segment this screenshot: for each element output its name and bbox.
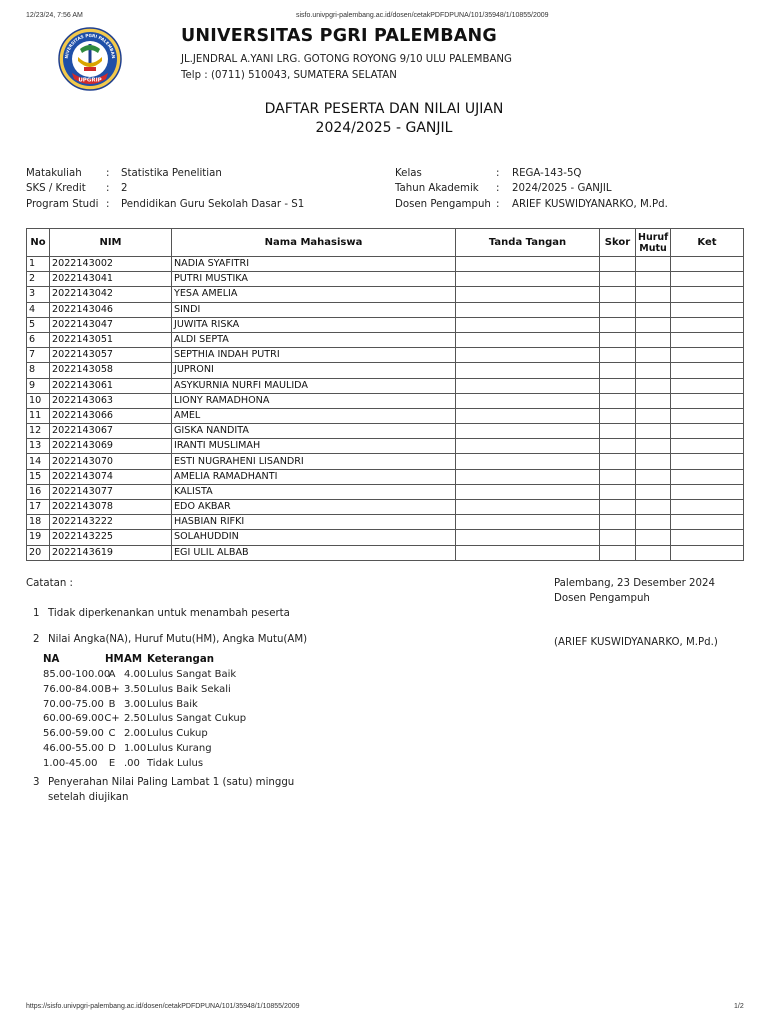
cell-tanda-tangan <box>456 515 600 530</box>
participants-table <box>26 228 744 561</box>
table-row <box>27 454 744 469</box>
info-label-sks: SKS / Kredit <box>26 183 86 194</box>
cell-nim: 2022143077 <box>50 484 172 499</box>
cell-no: 5 <box>27 317 50 332</box>
cell-nim: 2022143046 <box>50 302 172 317</box>
cell-skor <box>600 272 636 287</box>
cell-tanda-tangan <box>456 500 600 515</box>
header-huruf-line1: Huruf <box>638 231 669 243</box>
table-row <box>27 545 744 560</box>
info-colon: : <box>106 168 110 179</box>
cell-no: 2 <box>27 272 50 287</box>
table-row <box>27 302 744 317</box>
cell-tanda-tangan <box>456 272 600 287</box>
cell-skor <box>600 302 636 317</box>
cell-nama: YESA AMELIA <box>172 287 456 302</box>
cell-nama: SOLAHUDDIN <box>172 530 456 545</box>
cell-nim: 2022143074 <box>50 469 172 484</box>
cell-tanda-tangan <box>456 469 600 484</box>
cell-nama: AMELIA RAMADHANTI <box>172 469 456 484</box>
cell-huruf-mutu <box>636 348 671 363</box>
grade-header-am: AM <box>124 654 143 665</box>
grade-keterangan: Lulus Sangat Baik <box>147 669 237 680</box>
cell-tanda-tangan <box>456 545 600 560</box>
cell-skor <box>600 484 636 499</box>
cell-skor <box>600 363 636 378</box>
grade-na: 85.00-100.00 <box>43 669 111 680</box>
info-label-prodi: Program Studi <box>26 199 99 210</box>
cell-nim: 2022143047 <box>50 317 172 332</box>
table-row <box>27 393 744 408</box>
cell-nim: 2022143067 <box>50 424 172 439</box>
cell-skor <box>600 317 636 332</box>
cell-ket <box>671 500 744 515</box>
cell-ket <box>671 348 744 363</box>
cell-huruf-mutu <box>636 257 671 272</box>
cell-tanda-tangan <box>456 439 600 454</box>
cell-nama: AMEL <box>172 408 456 423</box>
cell-skor <box>600 469 636 484</box>
university-phone: Telp : (0711) 510043, SUMATERA SELATAN <box>181 70 397 81</box>
cell-no: 13 <box>27 439 50 454</box>
table-row <box>27 530 744 545</box>
table-row <box>27 317 744 332</box>
cell-ket <box>671 378 744 393</box>
cell-nim: 2022143225 <box>50 530 172 545</box>
grade-na: 1.00-45.00 <box>43 757 98 769</box>
cell-skor <box>600 408 636 423</box>
signature-name: (ARIEF KUSWIDYANARKO, M.Pd.) <box>554 637 718 648</box>
cell-nama: SEPTHIA INDAH PUTRI <box>172 348 456 363</box>
grade-keterangan: Lulus Baik <box>147 698 198 710</box>
info-colon: : <box>496 183 500 194</box>
info-value-sks: 2 <box>121 183 128 194</box>
cell-ket <box>671 439 744 454</box>
cell-no: 4 <box>27 302 50 317</box>
cell-nim: 2022143041 <box>50 272 172 287</box>
grade-hm: C+ <box>104 713 120 725</box>
cell-huruf-mutu <box>636 439 671 454</box>
info-colon: : <box>106 199 110 210</box>
cell-tanda-tangan <box>456 424 600 439</box>
cell-nama: IRANTI MUSLIMAH <box>172 439 456 454</box>
cell-nama: ALDI SEPTA <box>172 332 456 347</box>
note-item-1: Tidak diperkenankan untuk menambah peserta <box>48 608 290 619</box>
cell-nama: JUPRONI <box>172 363 456 378</box>
cell-no: 9 <box>27 378 50 393</box>
signature-role: Dosen Pengampuh <box>554 593 650 604</box>
table-row <box>27 348 744 363</box>
grade-hm: D <box>108 743 116 754</box>
grade-na: 60.00-69.00 <box>43 713 104 725</box>
cell-nim: 2022143222 <box>50 515 172 530</box>
cell-ket <box>671 454 744 469</box>
table-row <box>27 363 744 378</box>
cell-tanda-tangan <box>456 317 600 332</box>
cell-nama: EGI ULIL ALBAB <box>172 545 456 560</box>
cell-huruf-mutu <box>636 393 671 408</box>
cell-huruf-mutu <box>636 317 671 332</box>
cell-nama: LIONY RAMADHONA <box>172 393 456 408</box>
cell-ket <box>671 515 744 530</box>
cell-ket <box>671 287 744 302</box>
cell-ket <box>671 545 744 560</box>
cell-huruf-mutu <box>636 272 671 287</box>
cell-nama: ASYKURNIA NURFI MAULIDA <box>172 378 456 393</box>
cell-nim: 2022143057 <box>50 348 172 363</box>
cell-skor <box>600 378 636 393</box>
cell-skor <box>600 454 636 469</box>
header-huruf-line2: Mutu <box>639 242 667 254</box>
cell-skor <box>600 424 636 439</box>
cell-ket <box>671 408 744 423</box>
header-huruf-mutu <box>636 229 671 257</box>
grade-am: .00 <box>124 757 140 769</box>
cell-no: 18 <box>27 515 50 530</box>
cell-huruf-mutu <box>636 378 671 393</box>
cell-tanda-tangan <box>456 378 600 393</box>
grade-am: 2.50 <box>124 713 147 725</box>
cell-huruf-mutu <box>636 332 671 347</box>
info-value-matakuliah: Statistika Penelitian <box>121 168 222 179</box>
cell-tanda-tangan <box>456 408 600 423</box>
grade-header-na: NA <box>43 654 60 665</box>
info-colon: : <box>496 168 500 179</box>
info-value-prodi: Pendidikan Guru Sekolah Dasar - S1 <box>121 199 305 210</box>
cell-skor <box>600 439 636 454</box>
grade-am: 2.00 <box>124 728 147 740</box>
cell-huruf-mutu <box>636 408 671 423</box>
cell-ket <box>671 317 744 332</box>
header-skor: Skor <box>600 229 636 257</box>
cell-skor <box>600 348 636 363</box>
cell-nama: KALISTA <box>172 484 456 499</box>
cell-no: 20 <box>27 545 50 560</box>
cell-tanda-tangan <box>456 484 600 499</box>
cell-ket <box>671 424 744 439</box>
cell-tanda-tangan <box>456 454 600 469</box>
cell-huruf-mutu <box>636 484 671 499</box>
cell-skor <box>600 287 636 302</box>
cell-ket <box>671 393 744 408</box>
info-value-kelas: REGA-143-5Q <box>512 168 582 179</box>
grade-hm: B+ <box>104 683 120 695</box>
cell-no: 12 <box>27 424 50 439</box>
table-row <box>27 272 744 287</box>
cell-no: 14 <box>27 454 50 469</box>
cell-huruf-mutu <box>636 515 671 530</box>
cell-no: 7 <box>27 348 50 363</box>
table-row <box>27 287 744 302</box>
cell-nim: 2022143066 <box>50 408 172 423</box>
cell-skor <box>600 530 636 545</box>
cell-nama: EDO AKBAR <box>172 500 456 515</box>
cell-nim: 2022143070 <box>50 454 172 469</box>
cell-tanda-tangan <box>456 530 600 545</box>
grade-hm: C <box>108 728 116 740</box>
info-label-matakuliah: Matakuliah <box>26 168 82 179</box>
cell-tanda-tangan <box>456 332 600 347</box>
header-tanda-tangan: Tanda Tangan <box>456 229 600 257</box>
info-value-dosen: ARIEF KUSWIDYANARKO, M.Pd. <box>512 199 668 210</box>
note-item-3-line1: Penyerahan Nilai Paling Lambat 1 (satu) minggu <box>48 777 295 788</box>
cell-no: 3 <box>27 287 50 302</box>
logo-text: UPGRIP <box>78 77 102 84</box>
table-row <box>27 469 744 484</box>
cell-nim: 2022143063 <box>50 393 172 408</box>
cell-tanda-tangan <box>456 363 600 378</box>
cell-nama: SINDI <box>172 302 456 317</box>
cell-tanda-tangan <box>456 287 600 302</box>
note-number: 1 <box>33 608 40 619</box>
info-colon: : <box>106 183 110 194</box>
cell-ket <box>671 530 744 545</box>
header-nim: NIM <box>50 229 172 257</box>
cell-skor <box>600 257 636 272</box>
cell-no: 19 <box>27 530 50 545</box>
print-page-number: 1/2 <box>734 1003 744 1010</box>
table-row <box>27 515 744 530</box>
cell-no: 1 <box>27 257 50 272</box>
grade-keterangan: Lulus Cukup <box>147 728 208 740</box>
cell-ket <box>671 469 744 484</box>
cell-nim: 2022143619 <box>50 545 172 560</box>
grade-na: 70.00-75.00 <box>43 698 104 710</box>
info-label-dosen: Dosen Pengampuh <box>395 199 491 210</box>
cell-no: 11 <box>27 408 50 423</box>
cell-huruf-mutu <box>636 530 671 545</box>
grade-header-keterangan: Keterangan <box>147 654 214 665</box>
cell-nama: GISKA NANDITA <box>172 424 456 439</box>
cell-no: 6 <box>27 332 50 347</box>
cell-nama: PUTRI MUSTIKA <box>172 272 456 287</box>
logo-arc-text: NIVERSITAS PGRI PALEMBAN <box>63 32 117 59</box>
cell-nim: 2022143051 <box>50 332 172 347</box>
cell-skor <box>600 500 636 515</box>
header-nama: Nama Mahasiswa <box>172 229 456 257</box>
cell-nim: 2022143002 <box>50 257 172 272</box>
grade-am: 4.00 <box>124 669 147 680</box>
cell-nama: ESTI NUGRAHENI LISANDRI <box>172 454 456 469</box>
cell-ket <box>671 363 744 378</box>
cell-nim: 2022143058 <box>50 363 172 378</box>
cell-tanda-tangan <box>456 257 600 272</box>
signature-place-date: Palembang, 23 Desember 2024 <box>554 578 715 589</box>
cell-ket <box>671 332 744 347</box>
grade-keterangan: Tidak Lulus <box>147 757 204 769</box>
grade-hm: A <box>108 669 116 680</box>
info-value-tahun: 2024/2025 - GANJIL <box>512 183 612 194</box>
cell-huruf-mutu <box>636 302 671 317</box>
print-footer-url: https://sisfo.univpgri-palembang.ac.id/dosen/cetakPDFDPUNA/101/35948/1/10855/2009 <box>26 1003 300 1010</box>
cell-no: 8 <box>27 363 50 378</box>
table-header-row <box>27 229 744 257</box>
grade-am: 3.50 <box>124 683 147 695</box>
grade-na: 56.00-59.00 <box>43 728 104 740</box>
grade-am: 3.00 <box>124 698 147 710</box>
cell-tanda-tangan <box>456 302 600 317</box>
cell-nama: NADIA SYAFITRI <box>172 257 456 272</box>
note-number: 2 <box>33 634 40 645</box>
document-subtitle: 2024/2025 - GANJIL <box>315 120 453 136</box>
info-label-kelas: Kelas <box>395 168 422 179</box>
note-number: 3 <box>33 777 40 788</box>
info-label-tahun: Tahun Akademik <box>395 183 479 194</box>
table-row <box>27 500 744 515</box>
grade-header-hm: HM <box>105 654 124 665</box>
cell-huruf-mutu <box>636 424 671 439</box>
cell-no: 17 <box>27 500 50 515</box>
cell-ket <box>671 272 744 287</box>
cell-huruf-mutu <box>636 545 671 560</box>
cell-skor <box>600 515 636 530</box>
cell-skor <box>600 393 636 408</box>
table-row <box>27 408 744 423</box>
grade-keterangan: Lulus Sangat Cukup <box>147 713 247 725</box>
header-no: No <box>27 229 50 257</box>
cell-nim: 2022143069 <box>50 439 172 454</box>
cell-huruf-mutu <box>636 363 671 378</box>
print-datetime: 12/23/24, 7:56 AM <box>26 12 83 19</box>
note-item-3-line2: setelah diujikan <box>48 792 129 803</box>
table-row <box>27 424 744 439</box>
grade-keterangan: Lulus Kurang <box>147 743 212 754</box>
grade-keterangan: Lulus Baik Sekali <box>147 683 231 695</box>
cell-nim: 2022143078 <box>50 500 172 515</box>
cell-huruf-mutu <box>636 500 671 515</box>
university-name: UNIVERSITAS PGRI PALEMBANG <box>181 26 497 46</box>
header-ket: Ket <box>671 229 744 257</box>
cell-nim: 2022143042 <box>50 287 172 302</box>
university-address: JL.JENDRAL A.YANI LRG. GOTONG ROYONG 9/10 ULU PALEMBANG <box>181 54 512 65</box>
table-row <box>27 484 744 499</box>
table-row <box>27 257 744 272</box>
cell-huruf-mutu <box>636 287 671 302</box>
table-row <box>27 332 744 347</box>
cell-no: 16 <box>27 484 50 499</box>
notes-heading: Catatan : <box>26 578 73 589</box>
cell-ket <box>671 257 744 272</box>
cell-nim: 2022143061 <box>50 378 172 393</box>
cell-ket <box>671 302 744 317</box>
university-logo <box>58 27 122 91</box>
table-row <box>27 378 744 393</box>
cell-huruf-mutu <box>636 469 671 484</box>
cell-no: 15 <box>27 469 50 484</box>
table-row <box>27 439 744 454</box>
cell-ket <box>671 484 744 499</box>
grade-na: 76.00-84.00 <box>43 683 104 695</box>
cell-no: 10 <box>27 393 50 408</box>
print-url: sisfo.univpgri-palembang.ac.id/dosen/cetakPDFDPUNA/101/35948/1/10855/2009 <box>296 12 549 19</box>
cell-tanda-tangan <box>456 348 600 363</box>
grade-am: 1.00 <box>124 743 147 754</box>
cell-tanda-tangan <box>456 393 600 408</box>
grade-hm: E <box>108 757 116 769</box>
cell-skor <box>600 332 636 347</box>
cell-nama: HASBIAN RIFKI <box>172 515 456 530</box>
cell-nama: JUWITA RISKA <box>172 317 456 332</box>
cell-huruf-mutu <box>636 454 671 469</box>
info-colon: : <box>496 199 500 210</box>
cell-skor <box>600 545 636 560</box>
grade-hm: B <box>108 698 116 710</box>
note-item-2: Nilai Angka(NA), Huruf Mutu(HM), Angka Mutu(AM) <box>48 634 308 645</box>
grade-na: 46.00-55.00 <box>43 743 104 754</box>
document-title: DAFTAR PESERTA DAN NILAI UJIAN <box>264 101 504 117</box>
